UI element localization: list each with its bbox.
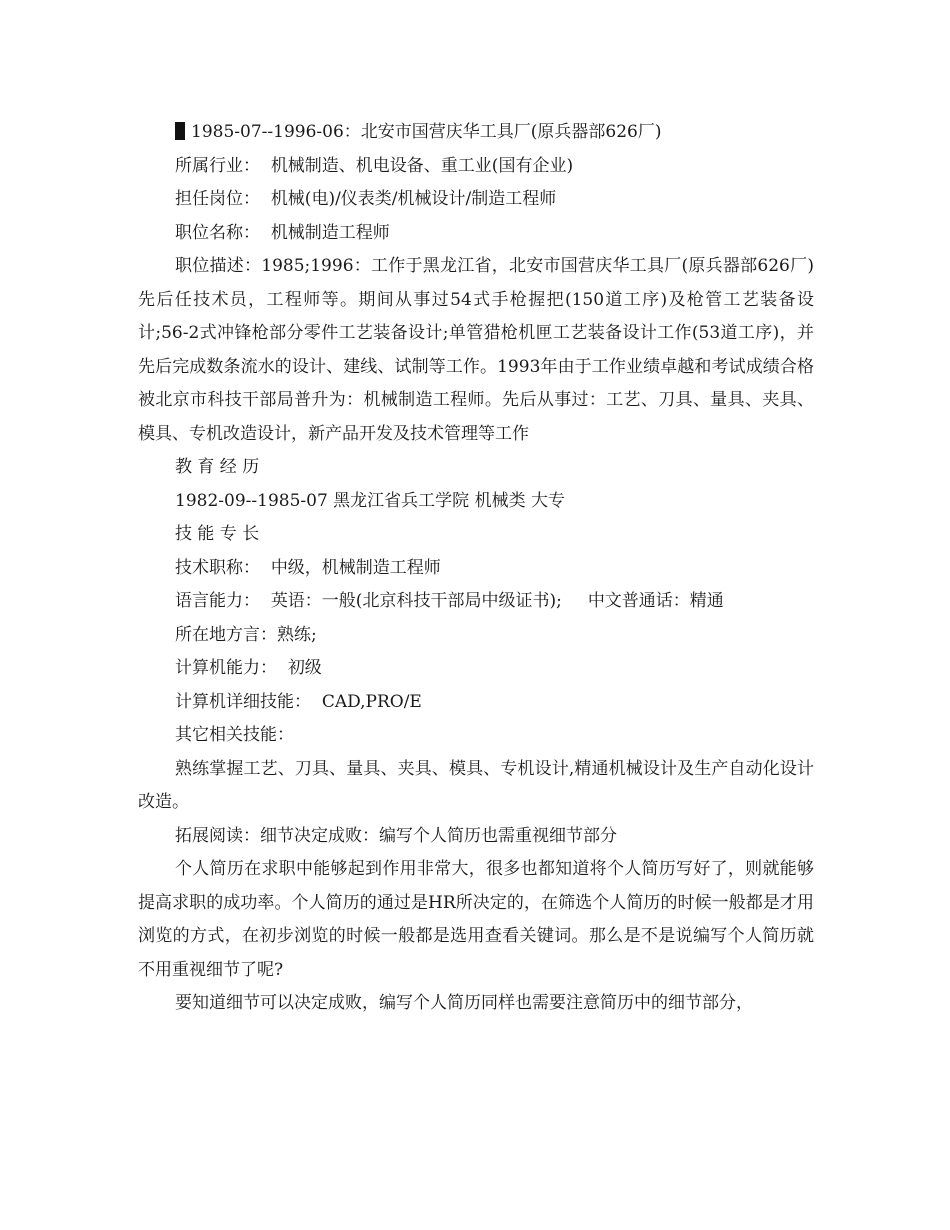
extended-reading-title: 拓展阅读：细节决定成败：编写个人简历也需重视细节部分 <box>175 825 617 846</box>
tech-title-value: 中级，机械制造工程师 <box>270 557 441 578</box>
education-heading: 教 育 经 历 <box>175 457 260 477</box>
language-line <box>138 585 814 619</box>
other-skills-value: 熟练掌握工艺、刀具、量具、夹具、模具、专机设计,精通机械设计及生产自动化设计改造。 <box>138 758 814 812</box>
industry-label: 所属行业： <box>175 155 260 176</box>
tech-title-label: 技术职称： <box>175 557 260 578</box>
work-period-employer: 1985-07--1996-06：北安市国营庆华工具厂(原兵器部626厂) <box>191 122 662 142</box>
language-english: 英语：一般(北京科技干部局中级证书); <box>270 591 562 611</box>
tech-title-line <box>138 552 814 586</box>
industry-line <box>138 150 814 184</box>
bullet-block-icon <box>175 122 185 140</box>
job-title-line <box>138 217 814 251</box>
skills-heading: 技 能 专 长 <box>175 524 260 544</box>
computer-detail-label: 计算机详细技能： <box>175 691 311 712</box>
resume-content <box>138 116 814 1021</box>
computer-value: 初级 <box>287 658 322 678</box>
language-mandarin: 中文普通话：精通 <box>587 591 724 611</box>
dialect-line: 所在地方言：熟练; <box>175 624 317 645</box>
work-period-line <box>138 116 814 150</box>
computer-detail-value: CAD,PRO/E <box>321 691 422 712</box>
extended-paragraph-1: 个人简历在求职中能够起到作用非常大，很多也都知道将个人简历写好了，则就能够提高求职的成功率。个人简历的通过是HR所决定的，在筛选个人简历的时候一般都是才用浏览的方式，在初步浏览的时候一般都是选用查看关键词。那么是不是说编写个人简历就不用重视细节了呢? <box>138 859 814 980</box>
computer-label: 计算机能力： <box>175 658 277 678</box>
job-description: 职位描述：1985;1996：工作于黑龙江省，北安市国营庆华工具厂(原兵器部626厂)先后任技术员，工程师等。期间从事过54式手枪握把(150道工序)及枪管工艺装备设计;56-2式冲锋枪部分零件工艺装备设计;单管猎枪机匣工艺装备设计工作(53道工序)，并先后完成数条流水的设计、建线、试制等工作。1993年由于工作业绩卓越和考试成绩合格被北京市科技干部局普升为：机械制造工程师。先后从事过：工艺、刀具、量具、夹具、模具、专机改造设计，新产品开发及技术管理等工作 <box>138 256 814 444</box>
education-entry: 1982-09--1985-07 黑龙江省兵工学院 机械类 大专 <box>175 490 565 511</box>
job-title-label: 职位名称： <box>175 222 260 243</box>
position-label: 担任岗位： <box>175 189 260 209</box>
computer-line <box>138 652 814 686</box>
other-skills-label: 其它相关技能： <box>175 725 294 745</box>
computer-detail-line <box>138 686 814 720</box>
position-line <box>138 183 814 217</box>
industry-value: 机械制造、机电设备、重工业(国有企业) <box>270 155 574 176</box>
job-title-value: 机械制造工程师 <box>270 222 390 243</box>
language-label: 语言能力： <box>175 591 260 611</box>
extended-paragraph-2: 要知道细节可以决定成败，编写个人简历同样也需要注意简历中的细节部分， <box>175 993 753 1013</box>
position-value: 机械(电)/仪表类/机械设计/制造工程师 <box>270 189 557 209</box>
